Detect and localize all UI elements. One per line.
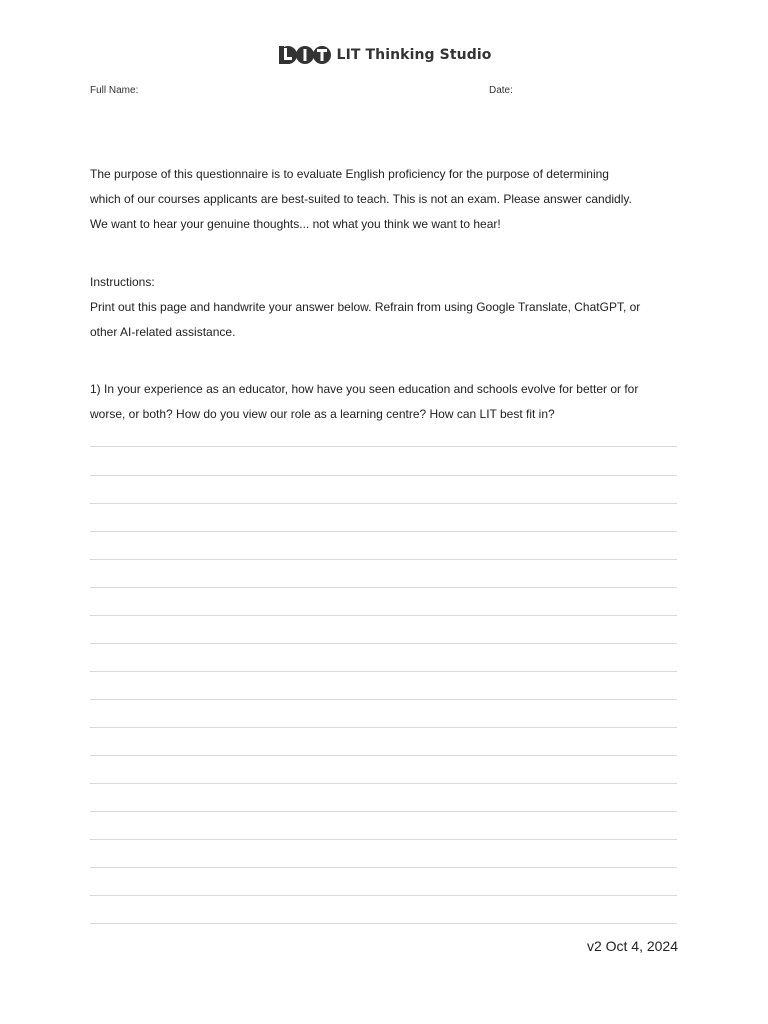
- answer-line: [90, 699, 677, 727]
- lit-logo-icon: [277, 44, 333, 66]
- date-label: Date:: [489, 85, 513, 96]
- answer-line: [90, 559, 677, 587]
- answer-line: [90, 446, 677, 475]
- answer-line: [90, 895, 677, 923]
- instructions-heading: Instructions:: [90, 275, 155, 289]
- brand-name: LIT Thinking Studio: [336, 47, 492, 63]
- intro-line: which of our courses applicants are best-suited to teach. This is not an exam. Please answer candidly.: [90, 192, 632, 206]
- instructions-section: [90, 270, 690, 345]
- question-line: 1) In your experience as an educator, how have you seen education and schools evolve for better or for: [90, 382, 639, 396]
- answer-line: [90, 867, 677, 895]
- instructions-line: Print out this page and handwrite your answer below. Refrain from using Google Translate, ChatGPT, or: [90, 300, 641, 314]
- answer-line: [90, 671, 677, 699]
- instructions-line: other AI-related assistance.: [90, 325, 236, 339]
- question-1: [90, 377, 690, 427]
- answer-line: [90, 615, 677, 643]
- answer-line: [90, 839, 677, 867]
- full-name-label: Full Name:: [90, 85, 139, 96]
- page-header: [0, 44, 768, 66]
- answer-line: [90, 503, 677, 531]
- answer-line: [90, 923, 677, 924]
- answer-area: [90, 446, 677, 924]
- version-label: v2 Oct 4, 2024: [586, 938, 678, 954]
- answer-line: [90, 643, 677, 671]
- question-line: worse, or both? How do you view our role as a learning centre? How can LIT best fit in?: [90, 407, 555, 421]
- intro-paragraph: [90, 162, 690, 237]
- answer-line: [90, 475, 677, 503]
- answer-line: [90, 587, 677, 615]
- answer-line: [90, 783, 677, 811]
- logo: [277, 44, 492, 66]
- answer-line: [90, 755, 677, 783]
- answer-line: [90, 727, 677, 755]
- answer-line: [90, 531, 677, 559]
- answer-line: [90, 811, 677, 839]
- intro-line: We want to hear your genuine thoughts... not what you think we want to hear!: [90, 217, 501, 231]
- intro-line: The purpose of this questionnaire is to evaluate English proficiency for the purpose of determining: [90, 167, 609, 181]
